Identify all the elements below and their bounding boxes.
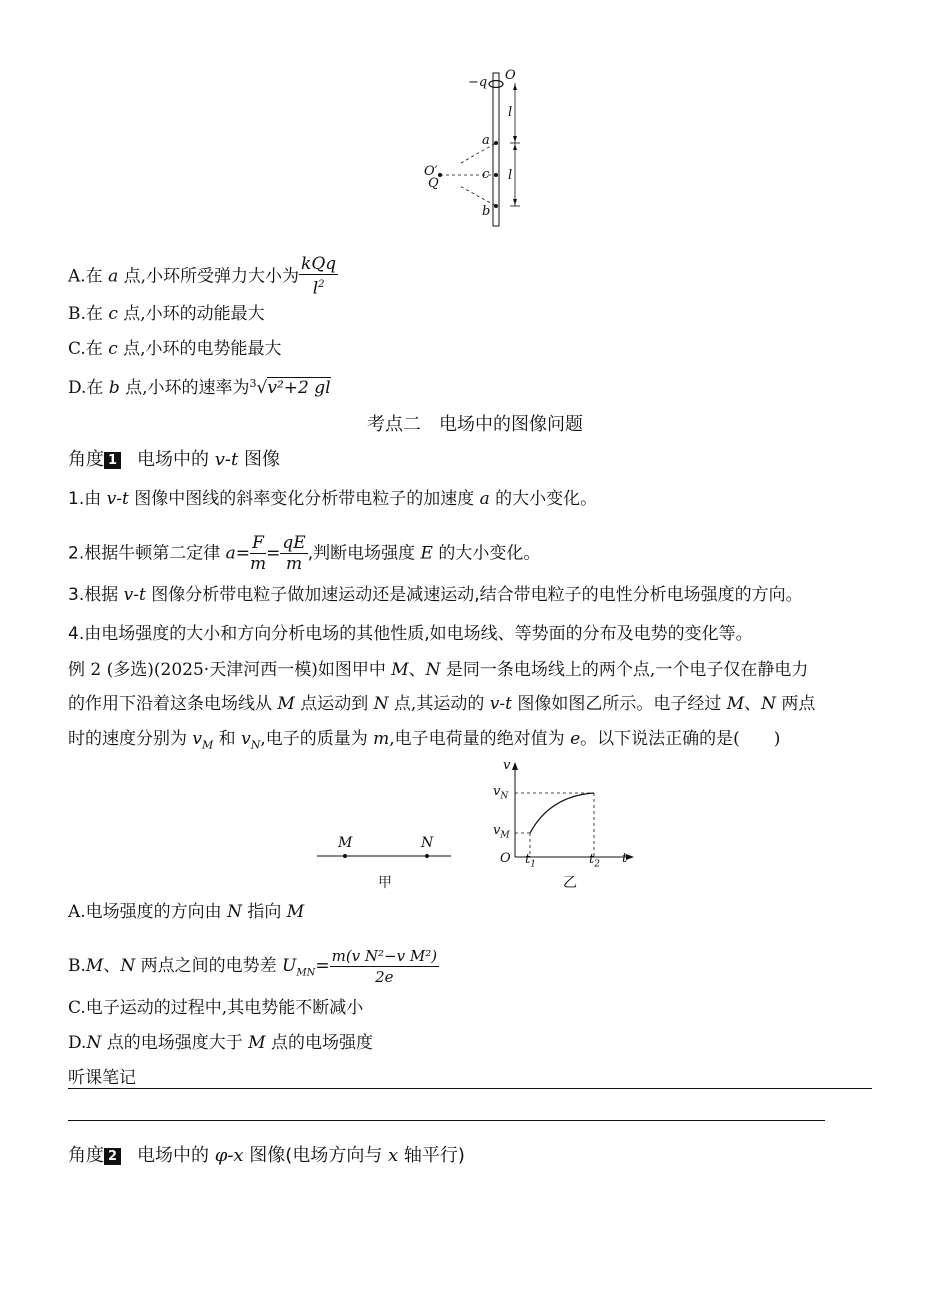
section-title: 考点二 电场中的图像问题: [367, 414, 583, 435]
example-line-2: 的作用下沿着这条电场线从 M 点运动到 N 点,其运动的 v-t 图像如图乙所示。电子经过 M、N 两点: [68, 694, 816, 714]
fig1-label-q: Q: [428, 176, 439, 191]
fig1-label-o: O: [505, 68, 516, 83]
fig1-label-oprime: O′: [424, 164, 438, 179]
point-1: 1.由 v-t 图像中图线的斜率变化分析带电粒子的加速度 a 的大小变化。: [68, 489, 598, 509]
fig-yi-axis-t: t: [622, 851, 628, 866]
fig1-label-a: a: [482, 133, 490, 148]
fig1-label-c: c: [482, 167, 490, 182]
fig-yi-origin: O: [500, 851, 511, 866]
q1-option-b: B.在 c 点,小环的动能最大: [68, 304, 265, 324]
example-line-1: 例 2 (多选)(2025·天津河西一模)如图甲中 M、N 是同一条电场线上的两个点,一个电子仅在静电力: [68, 660, 809, 680]
example-line-3: 时的速度分别为 $v_M$ 和 $v_N$,电子的质量为 m,电子电荷量的绝对值为 e。以下说法正确的是( ): [68, 729, 781, 752]
fig-yi-axis-v: v: [503, 758, 511, 773]
fig-yi-vn: $v_N$: [493, 784, 509, 802]
notes-divider: [68, 1088, 872, 1089]
vt-graph: [490, 760, 640, 870]
field-line-figure: [315, 838, 455, 868]
notes-line[interactable]: [68, 1120, 825, 1121]
point-3: 3.根据 v-t 图像分析带电粒子做加速运动还是减速运动,结合带电粒子的电性分析电场强度的方向。: [68, 585, 803, 605]
fig-yi-vm: $v_M$: [493, 823, 510, 841]
fig-yi-caption: 乙: [563, 875, 577, 891]
fig-jia-label-n: N: [421, 835, 434, 851]
angle1-number-badge: 1: [104, 452, 121, 469]
point-4: 4.由电场强度的大小和方向分析电场的其他性质,如电场线、等势面的分布及电势的变化等。: [68, 624, 753, 644]
q2-option-b: B.M、N 两点之间的电势差 $U_{MN}=$ $\frac{\text{m(v N²−v M²)}}{2e}$: [68, 947, 438, 986]
q2-option-d: D.N 点的电场强度大于 M 点的电场强度: [68, 1033, 373, 1053]
angle2-number-badge: 2: [104, 1148, 121, 1165]
fig-jia-label-m: M: [338, 835, 353, 851]
fig1-label-l2: l: [508, 168, 513, 183]
angle2-heading: 角度 2 电场中的 φ-x 图像(电场方向与 x 轴平行): [68, 1145, 465, 1166]
fig1-label-l1: l: [508, 105, 513, 120]
q2-option-a: A.电场强度的方向由 N 指向 M: [68, 902, 305, 922]
point-2: 2.根据牛顿第二定律 a= $\frac{F}{m}$ = $\frac{qE}{m}$ ,判断电场强度 E 的大小变化。: [68, 533, 541, 574]
q2-option-c: C.电子运动的过程中,其电势能不断减小: [68, 998, 364, 1018]
q1-option-a: A.在 a 点,小环所受弹力大小为 $\frac{\text{kQq}}{l^2}$: [68, 254, 337, 299]
angle1-heading: 角度 1 电场中的 v-t 图像: [68, 449, 280, 470]
q1-option-c: C.在 c 点,小环的电势能最大: [68, 339, 282, 359]
fig1-label-b: b: [482, 204, 491, 219]
fig-jia-caption: 甲: [378, 875, 392, 891]
rod-ring-figure: [460, 68, 540, 230]
notes-label: 听课笔记: [68, 1068, 136, 1088]
q1-option-d: D.在 b 点,小环的速率为$^3$√v²+2 gl: [68, 377, 331, 398]
fig-yi-t1: $t_1$: [525, 852, 536, 870]
fig1-neg-q: −q: [468, 75, 488, 90]
fig-yi-t2: $t_2$: [589, 852, 600, 870]
